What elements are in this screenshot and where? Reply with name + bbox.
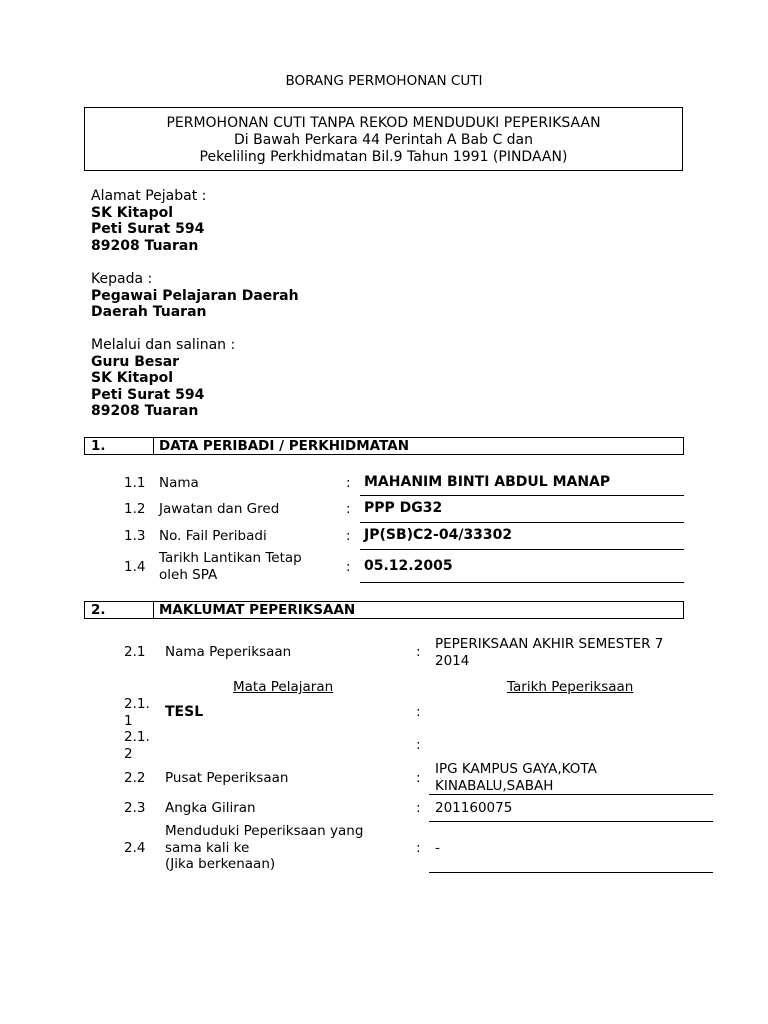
field-underline (360, 495, 684, 496)
field-underline (429, 794, 713, 795)
exam-centre-value: KINABALU,SABAH (435, 778, 554, 794)
section-2-header (84, 601, 684, 619)
subject-column-header: Mata Pelajaran (233, 679, 334, 695)
index-number-value: 201160075 (435, 800, 513, 816)
alamat-line: 89208 Tuaran (91, 238, 199, 254)
kepada-line: Pegawai Pelajaran Daerah (91, 288, 299, 304)
tarikh-lantikan-value: 05.12.2005 (364, 558, 453, 574)
header-box (84, 107, 683, 171)
exam-name-value: 2014 (435, 653, 470, 669)
field-underline (429, 821, 713, 822)
row-number: 2.2 (124, 770, 146, 786)
row-number: 1.3 (124, 528, 146, 544)
row-colon: : (346, 559, 351, 575)
melalui-line: SK Kitapol (91, 370, 174, 386)
row-number: 2.1. (124, 729, 150, 745)
nama-value: MAHANIM BINTI ABDUL MANAP (364, 474, 611, 490)
exam-centre-value: IPG KAMPUS GAYA,KOTA (435, 761, 597, 777)
row-number: 1.2 (124, 501, 146, 517)
section-divider (153, 437, 154, 455)
section-1-title: DATA PERIBADI / PERKHIDMATAN (159, 438, 409, 454)
row-number: 1.1 (124, 475, 146, 491)
row-label: Pusat Peperiksaan (165, 770, 289, 786)
row-colon: : (416, 704, 421, 720)
header-line-3: Pekeliling Perkhidmatan Bil.9 Tahun 1991 (PINDAAN) (199, 149, 568, 165)
date-column-header: Tarikh Peperiksaan (507, 679, 634, 695)
row-number: 1 (124, 713, 133, 729)
row-number: 2.1. (124, 696, 150, 712)
jawatan-value: PPP DG32 (364, 500, 443, 516)
field-underline (360, 522, 684, 523)
melalui-line: Peti Surat 594 (91, 387, 205, 403)
section-2-title: MAKLUMAT PEPERIKSAAN (159, 602, 356, 618)
field-underline (360, 582, 684, 583)
melalui-line: Guru Besar (91, 354, 180, 370)
row-label: Nama (159, 475, 199, 491)
kepada-label: Kepada : (91, 271, 153, 287)
melalui-line: 89208 Tuaran (91, 403, 199, 419)
kepada-line: Daerah Tuaran (91, 304, 207, 320)
field-underline (429, 872, 713, 873)
section-2-number: 2. (91, 602, 106, 618)
row-label: sama kali ke (165, 840, 250, 856)
section-1-number: 1. (91, 438, 106, 454)
row-colon: : (416, 644, 421, 660)
fail-value: JP(SB)C2-04/33302 (364, 527, 513, 543)
row-colon: : (416, 770, 421, 786)
row-label: Angka Giliran (165, 800, 256, 816)
row-colon: : (346, 501, 351, 517)
exam-name-value: PEPERIKSAAN AKHIR SEMESTER 7 (435, 636, 664, 652)
row-label: Tarikh Lantikan Tetap (159, 550, 302, 566)
row-colon: : (346, 528, 351, 544)
field-underline (360, 549, 684, 550)
section-divider (153, 601, 154, 619)
subject-name: TESL (165, 704, 204, 720)
row-number: 2.1 (124, 644, 146, 660)
form-title: BORANG PERMOHONAN CUTI (285, 73, 483, 89)
header-line-2: Di Bawah Perkara 44 Perintah A Bab C dan (233, 132, 534, 148)
row-label: (Jika berkenaan) (165, 856, 276, 872)
melalui-label: Melalui dan salinan : (91, 337, 236, 353)
row-colon: : (416, 840, 421, 856)
section-1-header (84, 437, 684, 455)
header-line-1: PERMOHONAN CUTI TANPA REKOD MENDUDUKI PEPERIKSAAN (166, 115, 601, 131)
row-colon: : (416, 800, 421, 816)
row-label: Jawatan dan Gred (159, 501, 280, 517)
alamat-label: Alamat Pejabat : (91, 188, 207, 204)
row-colon: : (416, 737, 421, 753)
row-label: No. Fail Peribadi (159, 528, 267, 544)
row-label: oleh SPA (159, 567, 218, 583)
row-label: Nama Peperiksaan (165, 644, 292, 660)
row-colon: : (346, 475, 351, 491)
row-number: 2 (124, 746, 133, 762)
alamat-line: SK Kitapol (91, 205, 174, 221)
alamat-line: Peti Surat 594 (91, 221, 205, 237)
row-label: Menduduki Peperiksaan yang (165, 823, 364, 839)
row-number: 1.4 (124, 559, 146, 575)
row-number: 2.4 (124, 840, 146, 856)
attempt-value: - (435, 840, 440, 856)
row-number: 2.3 (124, 800, 146, 816)
